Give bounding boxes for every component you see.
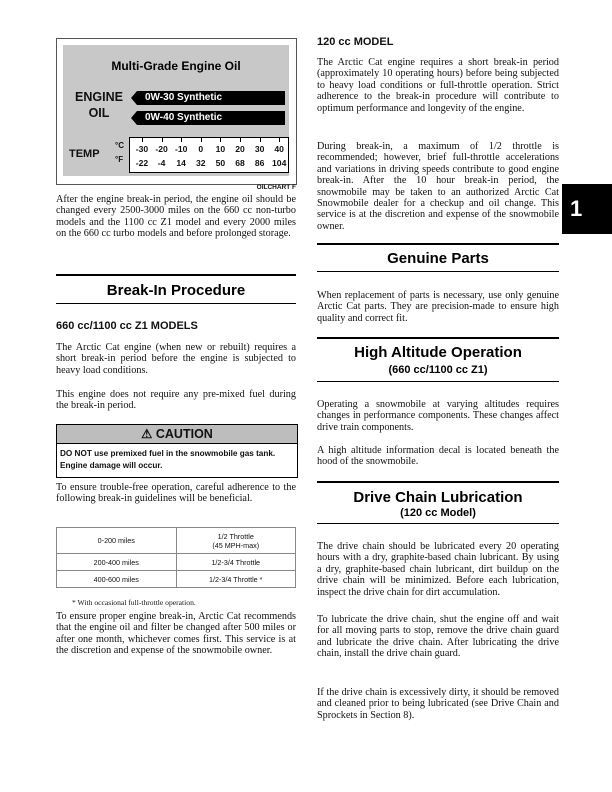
drive-chain-para-2: To lubricate the drive chain, shut the engine off and wait for all moving parts to stop, remove the drive chain guard and lubricate the drive chain. After lubricating the drive chain, install the drive chain guard. — [317, 614, 559, 660]
high-altitude-para-1: Operating a snowmobile at varying altitudes requires changes in performance components. These changes affect drive train components. — [317, 399, 559, 433]
drive-chain-para-1: The drive chain should be lubricated every 20 operating hours with a dry, graphite-based chain lubricant. By using a dry, graphite-based chain lubricant, dirt buildup on the drive chain will be minimized. Before each lubrication, inspect the drive chain for dirt accumulation. — [317, 541, 559, 598]
celsius-unit: °C — [115, 141, 124, 150]
celsius-value: 40 — [274, 144, 284, 154]
table-row — [57, 571, 296, 588]
fahrenheit-value: 14 — [176, 158, 186, 168]
models-heading: 660 cc/1100 cc Z1 MODELS — [56, 320, 198, 332]
breakin-table — [56, 527, 296, 588]
section-rule — [56, 274, 296, 276]
scale-tick — [162, 138, 163, 142]
drive-chain-subheading: (120 cc Model) — [400, 507, 476, 519]
table-row — [57, 528, 296, 554]
drive-chain-para-3: If the drive chain is excessively dirty, it should be removed and cleaned prior to being lubricated (see Drive Chain and Sprockets in Section 8). — [317, 687, 559, 721]
engine-label: ENGINE — [75, 90, 123, 104]
oil-chart-panel — [63, 45, 289, 176]
high-altitude-para-2: A high altitude information decal is located beneath the hood of the snowmobile. — [317, 445, 559, 468]
celsius-value: 20 — [235, 144, 245, 154]
drive-chain-heading: Drive Chain Lubrication — [353, 489, 523, 506]
oil-label: OIL — [88, 106, 110, 120]
genuine-parts-text: When replacement of parts is necessary, use only genuine Arctic Cat parts. They are precision-made to ensure high quality and correct fit. — [317, 290, 559, 324]
grade-0w30-bar: 0W-30 Synthetic — [137, 91, 285, 105]
celsius-value: 0 — [198, 144, 204, 154]
caution-title: CAUTION — [155, 427, 213, 441]
model-120-heading: 120 cc MODEL — [317, 36, 394, 48]
caution-header — [57, 425, 297, 444]
celsius-value: 10 — [215, 144, 226, 154]
table-cell-throttle: 1/2-3/4 Throttle * — [176, 571, 296, 588]
chart-id: OILCHART F — [256, 184, 296, 191]
table-cell-throttle — [176, 528, 296, 554]
scale-tick — [260, 138, 261, 142]
scale-tick — [220, 138, 221, 142]
temperature-scale — [129, 137, 289, 173]
fahrenheit-value: 86 — [254, 158, 265, 168]
fahrenheit-value: -22 — [135, 158, 149, 168]
fahrenheit-value: 50 — [215, 158, 226, 168]
scale-tick — [279, 138, 280, 142]
section-tab: 1 — [562, 184, 612, 234]
fahrenheit-value: 32 — [196, 158, 206, 168]
high-altitude-heading: High Altitude Operation — [354, 344, 522, 361]
section-rule — [317, 243, 559, 245]
table-cell-miles: 0-200 miles — [57, 528, 177, 554]
scale-tick — [240, 138, 241, 142]
scale-tick — [181, 138, 182, 142]
grade-0w40-bar: 0W-40 Synthetic — [137, 111, 285, 125]
celsius-value: -20 — [155, 144, 168, 154]
oil-chart-title: Multi-Grade Engine Oil — [111, 59, 241, 73]
table-cell-throttle: 1/2-3/4 Throttle — [176, 554, 296, 571]
genuine-parts-heading: Genuine Parts — [387, 250, 489, 267]
table-cell-miles: 400-600 miles — [57, 571, 177, 588]
scale-tick — [142, 138, 143, 142]
throttle-value: 1/2 Throttle — [217, 531, 254, 541]
model-120-para-2: During break-in, a maximum of 1/2 throttle is recommended; however, brief full-throttle accelerations and variations in driving speeds contribute to good engine break-in. After the 10 hour break-in period, the snowmobile may be taken to an authorized Arctic Cat Snowmobile dealer for a checkup and oil change. This service is at the discretion and expense of the snowmobile owner. — [317, 141, 559, 232]
scale-tick — [201, 138, 202, 142]
breakin-para-3: To ensure trouble-free operation, careful adherence to the following break-in guidelines will be beneficial. — [56, 482, 296, 505]
throttle-note: (45 MPH-max) — [212, 540, 260, 550]
celsius-value: -10 — [174, 144, 188, 154]
table-cell-miles: 200-400 miles — [57, 554, 177, 571]
heading-underline — [317, 271, 559, 272]
table-footnote: * With occasional full-throttle operation. — [72, 598, 196, 607]
breakin-para-2: This engine does not require any pre-mixed fuel during the break-in period. — [56, 389, 296, 412]
heading-underline — [317, 381, 559, 382]
temp-label: TEMP — [69, 148, 100, 160]
fahrenheit-value: 68 — [235, 158, 245, 168]
warning-icon: ⚠ — [141, 427, 153, 441]
breakin-heading: Break-In Procedure — [106, 282, 246, 299]
celsius-value: 30 — [254, 144, 265, 154]
oil-change-paragraph: After the engine break-in period, the engine oil should be changed every 2500-3000 miles on the 660 cc non-turbo models and the 1100 cc Z1 model and every 2000 miles on the 660 cc turbo models and before prolonged storage. — [56, 194, 296, 240]
breakin-para-1: The Arctic Cat engine (when new or rebuilt) requires a short break-in period before the engine is subjected to heavy load conditions. — [56, 342, 296, 376]
fahrenheit-value: 104 — [272, 158, 287, 168]
section-rule — [317, 481, 559, 483]
heading-underline — [317, 523, 559, 524]
fahrenheit-unit: °F — [115, 155, 124, 164]
celsius-value: -30 — [135, 144, 149, 154]
caution-box — [56, 424, 298, 478]
engine-oil-label — [69, 89, 129, 121]
fahrenheit-value: -4 — [157, 158, 166, 168]
table-row — [57, 554, 296, 571]
oil-chart — [56, 38, 297, 185]
model-120-para-1: The Arctic Cat engine requires a short break-in period (approximately 10 operating hours) before being subjected to heavy load conditions or full-throttle operation. Strict adherence to the break-in procedure will contribute to optimum performance and longevity of the engine. — [317, 57, 559, 114]
breakin-para-4: To ensure proper engine break-in, Arctic Cat recommends that the engine oil and filter be changed after 500 miles or after one month, whichever comes first. This service is at the discretion and expense of the snowmobile owner. — [56, 611, 296, 657]
caution-text: DO NOT use premixed fuel in the snowmobile gas tank. Engine damage will occur. — [60, 449, 276, 470]
high-altitude-subheading: (660 cc/1100 cc Z1) — [388, 364, 488, 376]
section-rule — [317, 337, 559, 339]
heading-underline — [56, 303, 296, 304]
